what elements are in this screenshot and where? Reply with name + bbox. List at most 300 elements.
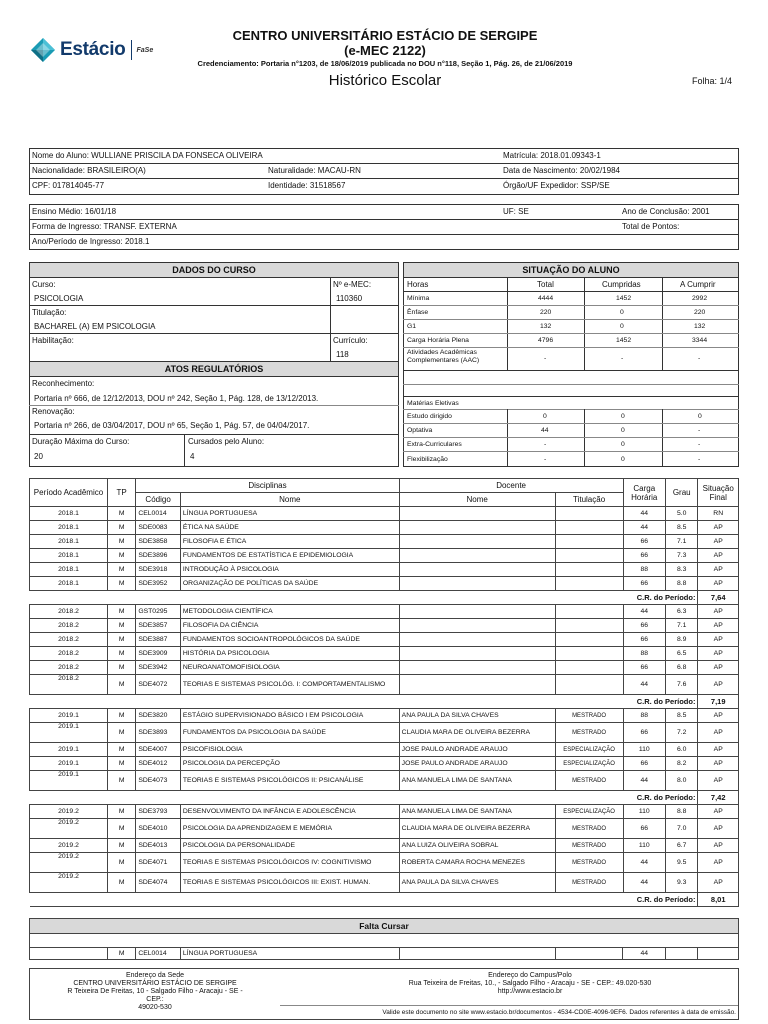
grade-codigo: SDE3793 <box>136 805 181 819</box>
grade-periodo: 2018.2 <box>30 605 108 619</box>
grade-situacao: AP <box>698 839 739 853</box>
grade-tp: M <box>107 661 135 675</box>
campus-website[interactable]: http://www.estacio.br <box>497 988 563 995</box>
sede-address <box>60 972 250 1012</box>
grade-periodo: 2018.2 <box>30 647 108 661</box>
col-situacao <box>698 479 739 507</box>
grade-tp: M <box>107 839 135 853</box>
eletivas-row-cumpridas: 0 <box>621 427 625 434</box>
col-grau: Grau <box>666 479 698 507</box>
grade-docente <box>399 535 555 549</box>
grade-carga: 66 <box>623 633 666 647</box>
situacao-row-label: Carga Horária Plena <box>407 337 469 344</box>
col-carga-label: Carga Horária <box>631 483 658 502</box>
grade-tp: M <box>107 633 135 647</box>
student-name: Nome do Aluno: WULLIANE PRISCILA DA FONSECA OLIVEIRA <box>32 151 263 160</box>
grade-codigo: SDE3909 <box>136 647 181 661</box>
grade-tp: M <box>107 605 135 619</box>
grade-codigo: GST0295 <box>136 605 181 619</box>
grade-carga: 66 <box>623 819 666 839</box>
grade-tp: M <box>107 723 135 743</box>
grade-periodo: 2019.2 <box>30 853 108 873</box>
grades-body <box>30 507 739 907</box>
grade-periodo: 2018.2 <box>30 661 108 675</box>
grade-situacao: AP <box>698 605 739 619</box>
cr-row <box>30 791 739 805</box>
col-periodo-label: Período Acadêmico <box>33 488 104 497</box>
grade-carga: 66 <box>623 661 666 675</box>
cr-label: C.R. do Período: <box>30 791 698 805</box>
grade-nome: PSICOLOGIA DA PERCEPÇÃO <box>180 757 399 771</box>
grade-periodo: 2018.1 <box>30 535 108 549</box>
estacio-diamond-icon <box>30 37 56 63</box>
campus-street: Rua Teixeira de Freitas, 10., - Salgado Filho - Aracaju - SE - CEP.: 49.020-530 <box>408 980 652 987</box>
grade-periodo: 2019.2 <box>30 819 108 839</box>
grade-carga: 66 <box>623 723 666 743</box>
grade-docente <box>399 563 555 577</box>
cursados-value: 4 <box>190 452 195 461</box>
grade-nome: DESENVOLVIMENTO DA INFÂNCIA E ADOLESCÊNCIA <box>180 805 399 819</box>
cr-label: C.R. do Período: <box>30 893 698 907</box>
cr-row <box>30 893 739 907</box>
grade-titulacao <box>555 605 623 619</box>
grade-periodo: 2019.1 <box>30 743 108 757</box>
grade-row <box>30 521 739 535</box>
grade-tp: M <box>107 535 135 549</box>
curriculo-label: Currículo: <box>333 336 368 345</box>
grade-nome: FUNDAMENTOS SOCIOANTROPOLÓGICOS DA SAÚDE <box>180 633 399 647</box>
col-disciplinas: Disciplinas <box>136 479 399 493</box>
situacao-row-label: Atividades Acadêmicas Complementares (AAC) <box>407 349 480 364</box>
grade-situacao: AP <box>698 521 739 535</box>
grade-periodo: 2018.2 <box>30 619 108 633</box>
eletivas-row-total: - <box>544 456 547 463</box>
situacao-row-label: Ênfase <box>407 309 429 316</box>
grade-periodo: 2019.1 <box>30 723 108 743</box>
grade-grau: 8.8 <box>666 577 698 591</box>
grade-periodo: 2018.1 <box>30 507 108 521</box>
grade-row <box>30 757 739 771</box>
grade-row <box>30 647 739 661</box>
col-situacao-label: Situação Final <box>702 483 734 502</box>
ano-periodo-ingresso: Ano/Período de Ingresso: 2018.1 <box>32 237 150 246</box>
grade-row <box>30 819 739 839</box>
grade-codigo: SDE4074 <box>136 873 181 893</box>
emec-code: (e-MEC 2122) <box>344 43 426 58</box>
habilitacao-label: Habilitação: <box>32 336 74 345</box>
curriculo-value: 118 <box>336 350 349 359</box>
campus-heading: Endereço do Campus/Polo <box>488 972 572 979</box>
page-number: Folha: 1/4 <box>692 76 733 86</box>
grade-nome: ÉTICA NA SAÚDE <box>180 521 399 535</box>
grade-grau: 7.3 <box>666 549 698 563</box>
falta-cursar-codigo: CEL0014 <box>136 948 181 960</box>
grade-codigo: SDE4010 <box>136 819 181 839</box>
grade-row <box>30 723 739 743</box>
situacao-row-cumpridas: 0 <box>620 323 624 330</box>
grade-docente: JOSE PAULO ANDRADE ARAUJO <box>399 757 555 771</box>
grade-tp: M <box>107 853 135 873</box>
situacao-row-total: 220 <box>540 309 552 316</box>
grade-carga: 88 <box>623 709 666 723</box>
eletivas-row-a-cumprir: - <box>698 441 701 448</box>
grade-row <box>30 549 739 563</box>
cr-value: 7,64 <box>698 591 739 605</box>
grade-nome: TEORIAS E SISTEMAS PSICOLÓG. I: COMPORTAMENTALISMO <box>180 675 399 695</box>
situacao-col-a-cumprir: A Cumprir <box>680 280 716 289</box>
grade-row <box>30 661 739 675</box>
student-naturalidade: Naturalidade: MACAU-RN <box>268 166 361 175</box>
eletivas-row-cumpridas: 0 <box>621 441 625 448</box>
grade-tp: M <box>107 771 135 791</box>
grade-titulacao: ESPECIALIZAÇÃO <box>555 757 623 771</box>
institution-name: CENTRO UNIVERSITÁRIO ESTÁCIO DE SERGIPE <box>232 28 538 43</box>
situacao-row-a-cumprir: - <box>698 355 701 362</box>
grade-row <box>30 709 739 723</box>
cr-value: 7,19 <box>698 695 739 709</box>
student-cpf: CPF: 017814045-77 <box>32 181 105 190</box>
grade-titulacao <box>555 577 623 591</box>
grade-docente <box>399 507 555 521</box>
grade-nome: PSICOLOGIA DA APRENDIZAGEM E MEMÓRIA <box>180 819 399 839</box>
grade-row <box>30 563 739 577</box>
grade-docente <box>399 577 555 591</box>
grade-titulacao <box>555 633 623 647</box>
grade-situacao: AP <box>698 819 739 839</box>
situacao-row-cumpridas: 0 <box>620 309 624 316</box>
logo-wordmark: Estácio <box>60 39 126 60</box>
col-tp: TP <box>107 479 135 507</box>
grade-docente <box>399 661 555 675</box>
grade-docente: ANA MANUELA LIMA DE SANTANA <box>399 805 555 819</box>
grade-grau: 8.5 <box>666 521 698 535</box>
grade-row <box>30 535 739 549</box>
grade-periodo: 2018.1 <box>30 521 108 535</box>
situacao-col-total: Total <box>537 280 554 289</box>
eletivas-row-label: Optativa <box>407 427 433 434</box>
grade-titulacao: MESTRADO <box>555 853 623 873</box>
emec-value: 110360 <box>336 294 363 303</box>
grade-row <box>30 805 739 819</box>
cr-label: C.R. do Período: <box>30 695 698 709</box>
eletivas-row-cumpridas: 0 <box>621 456 625 463</box>
eletivas-row-total: 44 <box>541 427 549 434</box>
grade-nome: HISTÓRIA DA PSICOLOGIA <box>180 647 399 661</box>
falta-cursar-row <box>30 948 739 960</box>
grade-titulacao: MESTRADO <box>555 709 623 723</box>
grade-docente: ANA MANUELA LIMA DE SANTANA <box>399 771 555 791</box>
grade-grau: 6.8 <box>666 661 698 675</box>
grade-codigo: SDE0083 <box>136 521 181 535</box>
grade-grau: 8.3 <box>666 563 698 577</box>
titulacao-label: Titulação: <box>32 308 67 317</box>
grade-titulacao: MESTRADO <box>555 819 623 839</box>
grade-codigo: SDE3893 <box>136 723 181 743</box>
grade-carga: 66 <box>623 577 666 591</box>
grade-situacao: AP <box>698 661 739 675</box>
grade-docente <box>399 647 555 661</box>
titulacao-value: BACHAREL (A) EM PSICOLOGIA <box>34 322 156 331</box>
grade-nome: ORGANIZAÇÃO DE POLÍTICAS DA SAÚDE <box>180 577 399 591</box>
grade-tp: M <box>107 819 135 839</box>
grade-situacao: AP <box>698 743 739 757</box>
grade-situacao: AP <box>698 723 739 743</box>
grade-row <box>30 675 739 695</box>
col-docente: Docente <box>399 479 623 493</box>
grade-periodo: 2018.1 <box>30 577 108 591</box>
grade-periodo: 2018.2 <box>30 675 108 695</box>
grade-grau: 7.1 <box>666 535 698 549</box>
grade-grau: 6.5 <box>666 647 698 661</box>
grade-titulacao <box>555 507 623 521</box>
document-header <box>0 0 768 100</box>
grade-grau: 8.5 <box>666 709 698 723</box>
grade-titulacao <box>555 675 623 695</box>
grade-periodo: 2019.1 <box>30 757 108 771</box>
grade-row <box>30 633 739 647</box>
grade-tp: M <box>107 647 135 661</box>
grade-periodo: 2018.1 <box>30 549 108 563</box>
student-identidade: Identidade: 31518567 <box>268 181 346 190</box>
student-nacionalidade: Nacionalidade: BRASILEIRO(A) <box>32 166 146 175</box>
cursados-label: Cursados pelo Aluno: <box>188 437 265 446</box>
situacao-row-cumpridas: 1452 <box>616 295 632 302</box>
falta-cursar-titulacao <box>555 948 623 960</box>
situacao-col-cumpridas: Cumpridas <box>602 280 641 289</box>
cr-value: 8,01 <box>698 893 739 907</box>
grade-grau: 7.0 <box>666 819 698 839</box>
grade-carga: 66 <box>623 549 666 563</box>
grade-docente: JOSE PAULO ANDRADE ARAUJO <box>399 743 555 757</box>
ensino-medio: Ensino Médio: 16/01/18 <box>32 207 117 216</box>
grade-codigo: SDE3857 <box>136 619 181 633</box>
grade-carga: 66 <box>623 757 666 771</box>
situacao-row-label: Mínima <box>407 295 430 302</box>
grade-carga: 110 <box>623 743 666 757</box>
eletivas-row-a-cumprir: - <box>698 456 701 463</box>
grade-docente: CLAUDIA MARA DE OLIVEIRA BEZERRA <box>399 723 555 743</box>
grade-titulacao: MESTRADO <box>555 873 623 893</box>
grade-situacao: AP <box>698 757 739 771</box>
grade-docente <box>399 605 555 619</box>
grade-nome: FILOSOFIA DA CIÊNCIA <box>180 619 399 633</box>
grade-nome: TEORIAS E SISTEMAS PSICOLÓGICOS II: PSICANÁLISE <box>180 771 399 791</box>
grades-table <box>29 478 739 907</box>
grade-titulacao: ESPECIALIZAÇÃO <box>555 743 623 757</box>
grade-codigo: SDE3896 <box>136 549 181 563</box>
grade-periodo: 2019.1 <box>30 709 108 723</box>
col-docente-nome: Nome <box>399 493 555 507</box>
grade-carga: 88 <box>623 563 666 577</box>
grade-tp: M <box>107 549 135 563</box>
validation-text: Valide este documento no site www.estacio.br/documentos - 4534-CD0E-4096-9EF6. Dados referentes à data de emissão. <box>382 1009 736 1016</box>
grade-nome: PSICOLOGIA DA PERSONALIDADE <box>180 839 399 853</box>
falta-cursar-periodo <box>30 948 108 960</box>
cr-row <box>30 695 739 709</box>
emec-label: Nº e-MEC: <box>333 280 372 289</box>
grade-codigo: SDE4072 <box>136 675 181 695</box>
renovacao-label: Renovação: <box>32 407 75 416</box>
grade-titulacao <box>555 521 623 535</box>
grade-grau: 8.8 <box>666 805 698 819</box>
grade-titulacao: MESTRADO <box>555 771 623 791</box>
grade-docente: CLAUDIA MARA DE OLIVEIRA BEZERRA <box>399 819 555 839</box>
grade-tp: M <box>107 675 135 695</box>
curso-value: PSICOLOGIA <box>34 294 84 303</box>
col-carga <box>623 479 666 507</box>
grade-tp: M <box>107 757 135 771</box>
grade-carga: 44 <box>623 853 666 873</box>
grade-nome: INTRODUÇÃO À PSICOLOGIA <box>180 563 399 577</box>
grade-situacao: AP <box>698 647 739 661</box>
situacao-row-a-cumprir: 132 <box>694 323 706 330</box>
grade-carga: 44 <box>623 873 666 893</box>
falta-cursar-heading: Falta Cursar <box>30 919 739 934</box>
grade-titulacao: ESPECIALIZAÇÃO <box>555 805 623 819</box>
grade-codigo: SDE3942 <box>136 661 181 675</box>
document-footer <box>29 968 739 1020</box>
grade-grau: 7.6 <box>666 675 698 695</box>
document-title: Histórico Escolar <box>328 72 442 89</box>
grade-carga: 88 <box>623 647 666 661</box>
grade-periodo: 2019.2 <box>30 873 108 893</box>
grade-carga: 66 <box>623 619 666 633</box>
sede-cep: 49020-530 <box>138 1004 172 1011</box>
grade-titulacao <box>555 535 623 549</box>
grade-carga: 44 <box>623 507 666 521</box>
grade-situacao: RN <box>698 507 739 521</box>
situacao-row-total: 132 <box>540 323 552 330</box>
grade-situacao: AP <box>698 563 739 577</box>
sede-heading: Endereço da Sede <box>126 972 184 979</box>
cr-label: C.R. do Período: <box>30 591 698 605</box>
situacao-row-a-cumprir: 220 <box>694 309 706 316</box>
grade-periodo: 2019.2 <box>30 805 108 819</box>
duracao-label: Duração Máxima do Curso: <box>32 437 130 446</box>
grade-titulacao <box>555 661 623 675</box>
renovacao-value: Portaria nº 266, de 03/04/2017, DOU nº 65, Seção 1, Pág. 57, de 04/04/2017. <box>34 421 310 430</box>
grade-carga: 44 <box>623 521 666 535</box>
grade-codigo: SDE3918 <box>136 563 181 577</box>
grade-docente: ANA PAULA DA SILVA CHAVES <box>399 873 555 893</box>
grade-row <box>30 507 739 521</box>
cr-value: 7,42 <box>698 791 739 805</box>
col-codigo: Código <box>136 493 181 507</box>
grade-carga: 44 <box>623 675 666 695</box>
grade-codigo: SDE4012 <box>136 757 181 771</box>
grade-codigo: SDE4007 <box>136 743 181 757</box>
situacao-row-total: 4796 <box>538 337 554 344</box>
grade-situacao: AP <box>698 619 739 633</box>
eletivas-row-a-cumprir: 0 <box>698 413 702 420</box>
eletivas-label: Matérias Eletivas <box>407 400 459 407</box>
grade-tp: M <box>107 743 135 757</box>
grade-nome: FILOSOFIA E ÉTICA <box>180 535 399 549</box>
falta-cursar-table <box>29 918 739 960</box>
grade-nome: TEORIAS E SISTEMAS PSICOLÓGICOS III: EXIST. HUMAN. <box>180 873 399 893</box>
falta-cursar-situacao <box>698 948 739 960</box>
eletivas-row-total: - <box>544 441 547 448</box>
grade-row <box>30 853 739 873</box>
grade-row <box>30 577 739 591</box>
situacao-row-total: 4444 <box>538 295 554 302</box>
grade-grau: 6.7 <box>666 839 698 853</box>
grade-tp: M <box>107 805 135 819</box>
sede-name: CENTRO UNIVERSITÁRIO ESTÁCIO DE SERGIPE <box>73 980 237 987</box>
grade-row <box>30 839 739 853</box>
grade-carga: 66 <box>623 535 666 549</box>
grade-tp: M <box>107 577 135 591</box>
grade-situacao: AP <box>698 873 739 893</box>
grade-grau: 8.0 <box>666 771 698 791</box>
grade-carga: 44 <box>623 771 666 791</box>
forma-ingresso: Forma de Ingresso: TRANSF. EXTERNA <box>32 222 177 231</box>
logo-sub-brand: FaSe <box>136 46 154 54</box>
grade-nome: ESTÁGIO SUPERVISIONADO BÁSICO I EM PSICOLOGIA <box>180 709 399 723</box>
grade-row <box>30 605 739 619</box>
grade-docente <box>399 675 555 695</box>
situacao-row-a-cumprir: 3344 <box>692 337 708 344</box>
eletivas-row-cumpridas: 0 <box>621 413 625 420</box>
grade-row <box>30 619 739 633</box>
grade-periodo: 2018.1 <box>30 563 108 577</box>
grade-tp: M <box>107 619 135 633</box>
dados-curso-heading: DADOS DO CURSO <box>30 263 398 277</box>
logo-divider <box>131 40 132 60</box>
reconhecimento-value: Portaria nº 666, de 12/12/2013, DOU nº 242, Seção 1, Pág. 128, de 13/12/2013. <box>34 394 319 403</box>
grade-periodo: 2019.1 <box>30 771 108 791</box>
falta-cursar-carga: 44 <box>623 948 666 960</box>
col-periodo <box>30 479 108 507</box>
col-titulacao: Titulação <box>555 493 623 507</box>
grade-grau: 8.2 <box>666 757 698 771</box>
grade-nome: NEUROANATOMOFISIOLOGIA <box>180 661 399 675</box>
grade-docente <box>399 521 555 535</box>
grade-situacao: AP <box>698 709 739 723</box>
estacio-logo <box>30 37 153 63</box>
student-matricula: Matrícula: 2018.01.09343-1 <box>503 151 601 160</box>
grade-codigo: SDE4073 <box>136 771 181 791</box>
ensino-medio-uf: UF: SE <box>503 207 529 216</box>
student-orgao: Órgão/UF Expedidor: SSP/SE <box>503 181 610 190</box>
ano-conclusao: Ano de Conclusão: 2001 <box>622 207 710 216</box>
grade-row <box>30 743 739 757</box>
grade-codigo: SDE3952 <box>136 577 181 591</box>
grade-docente <box>399 633 555 647</box>
grade-codigo: SDE4071 <box>136 853 181 873</box>
situacao-row-total: - <box>544 355 547 362</box>
falta-cursar-docente <box>399 948 555 960</box>
grade-docente: ROBERTA CAMARA ROCHA MENEZES <box>399 853 555 873</box>
grade-nome: PSICOFISIOLOGIA <box>180 743 399 757</box>
grade-situacao: AP <box>698 535 739 549</box>
grade-grau: 9.3 <box>666 873 698 893</box>
grade-carga: 110 <box>623 839 666 853</box>
grade-titulacao <box>555 563 623 577</box>
grade-row <box>30 771 739 791</box>
grade-titulacao <box>555 619 623 633</box>
situacao-aluno-heading: SITUAÇÃO DO ALUNO <box>404 263 738 277</box>
grade-docente: ANA PAULA DA SILVA CHAVES <box>399 709 555 723</box>
grade-grau: 9.5 <box>666 853 698 873</box>
situacao-row-cumpridas: 1452 <box>616 337 632 344</box>
situacao-col-horas: Horas <box>407 280 429 289</box>
grade-situacao: AP <box>698 549 739 563</box>
grade-docente <box>399 549 555 563</box>
cr-row <box>30 591 739 605</box>
grade-codigo: CEL0014 <box>136 507 181 521</box>
grade-codigo: SDE3858 <box>136 535 181 549</box>
